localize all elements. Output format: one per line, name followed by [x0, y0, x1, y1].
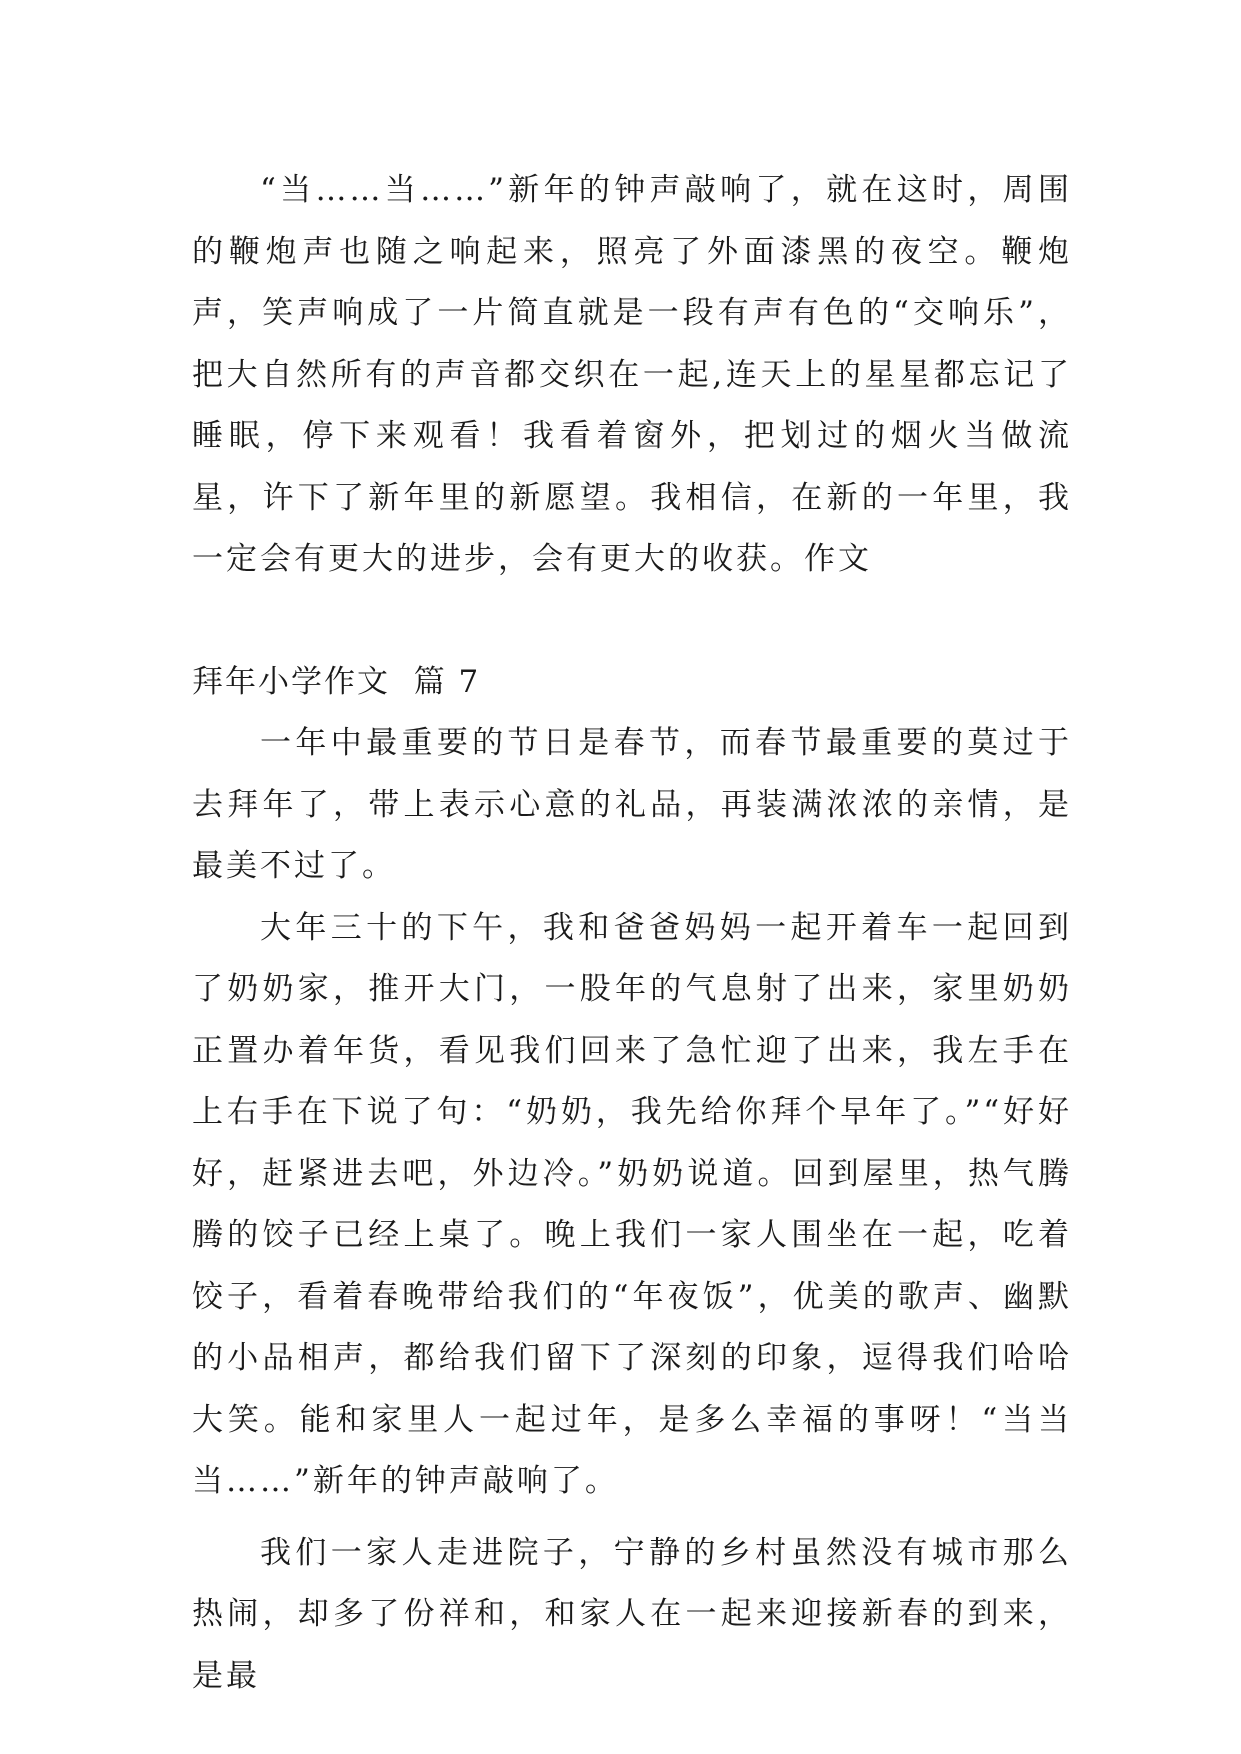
document-body — [192, 160, 1072, 1707]
body-paragraph: 一年中最重要的节日是春节，而春节最重要的莫过于去拜年了，带上表示心意的礼品，再装满浓浓的亲情，是最美不过了。 — [192, 725, 1072, 884]
section-heading: 拜年小学作文 篇 7 — [192, 663, 481, 700]
body-paragraph: 大年三十的下午，我和爸爸妈妈一起开着车一起回到了奶奶家，推开大门，一股年的气息射了出来，家里奶奶正置办着年货，看见我们回来了急忙迎了出来，我左手在上右手在下说了句：“奶奶，我先给你拜个早年了。”“好好好，赶紧进去吧，外边冷。”奶奶说道。回到屋里，热气腾腾的饺子已经上桌了。晚上我们一家人围坐在一起，吃着饺子，看着春晚带给我们的“年夜饭”，优美的歌声、幽默的小品相声，都给我们留下了深刻的印象，逗得我们哈哈大笑。能和家里人一起过年，是多么幸福的事呀！“当当当……”新年的钟声敲响了。 — [192, 909, 1072, 1499]
body-paragraph: 我们一家人走进院子，宁静的乡村虽然没有城市那么热闹，却多了份祥和，和家人在一起来迎接新春的到来，是最 — [192, 1534, 1072, 1694]
body-paragraph: “当……当……”新年的钟声敲响了，就在这时，周围的鞭炮声也随之响起来，照亮了外面漆黑的夜空。鞭炮声，笑声响成了一片简直就是一段有声有色的“交响乐”，把大自然所有的声音都交织在一起,连天上的星星都忘记了睡眠，停下来观看！我看着窗外，把划过的烟火当做流星，许下了新年里的新愿望。我相信，在新的一年里，我一定会有更大的进步，会有更大的收获。作文 — [192, 172, 1072, 577]
